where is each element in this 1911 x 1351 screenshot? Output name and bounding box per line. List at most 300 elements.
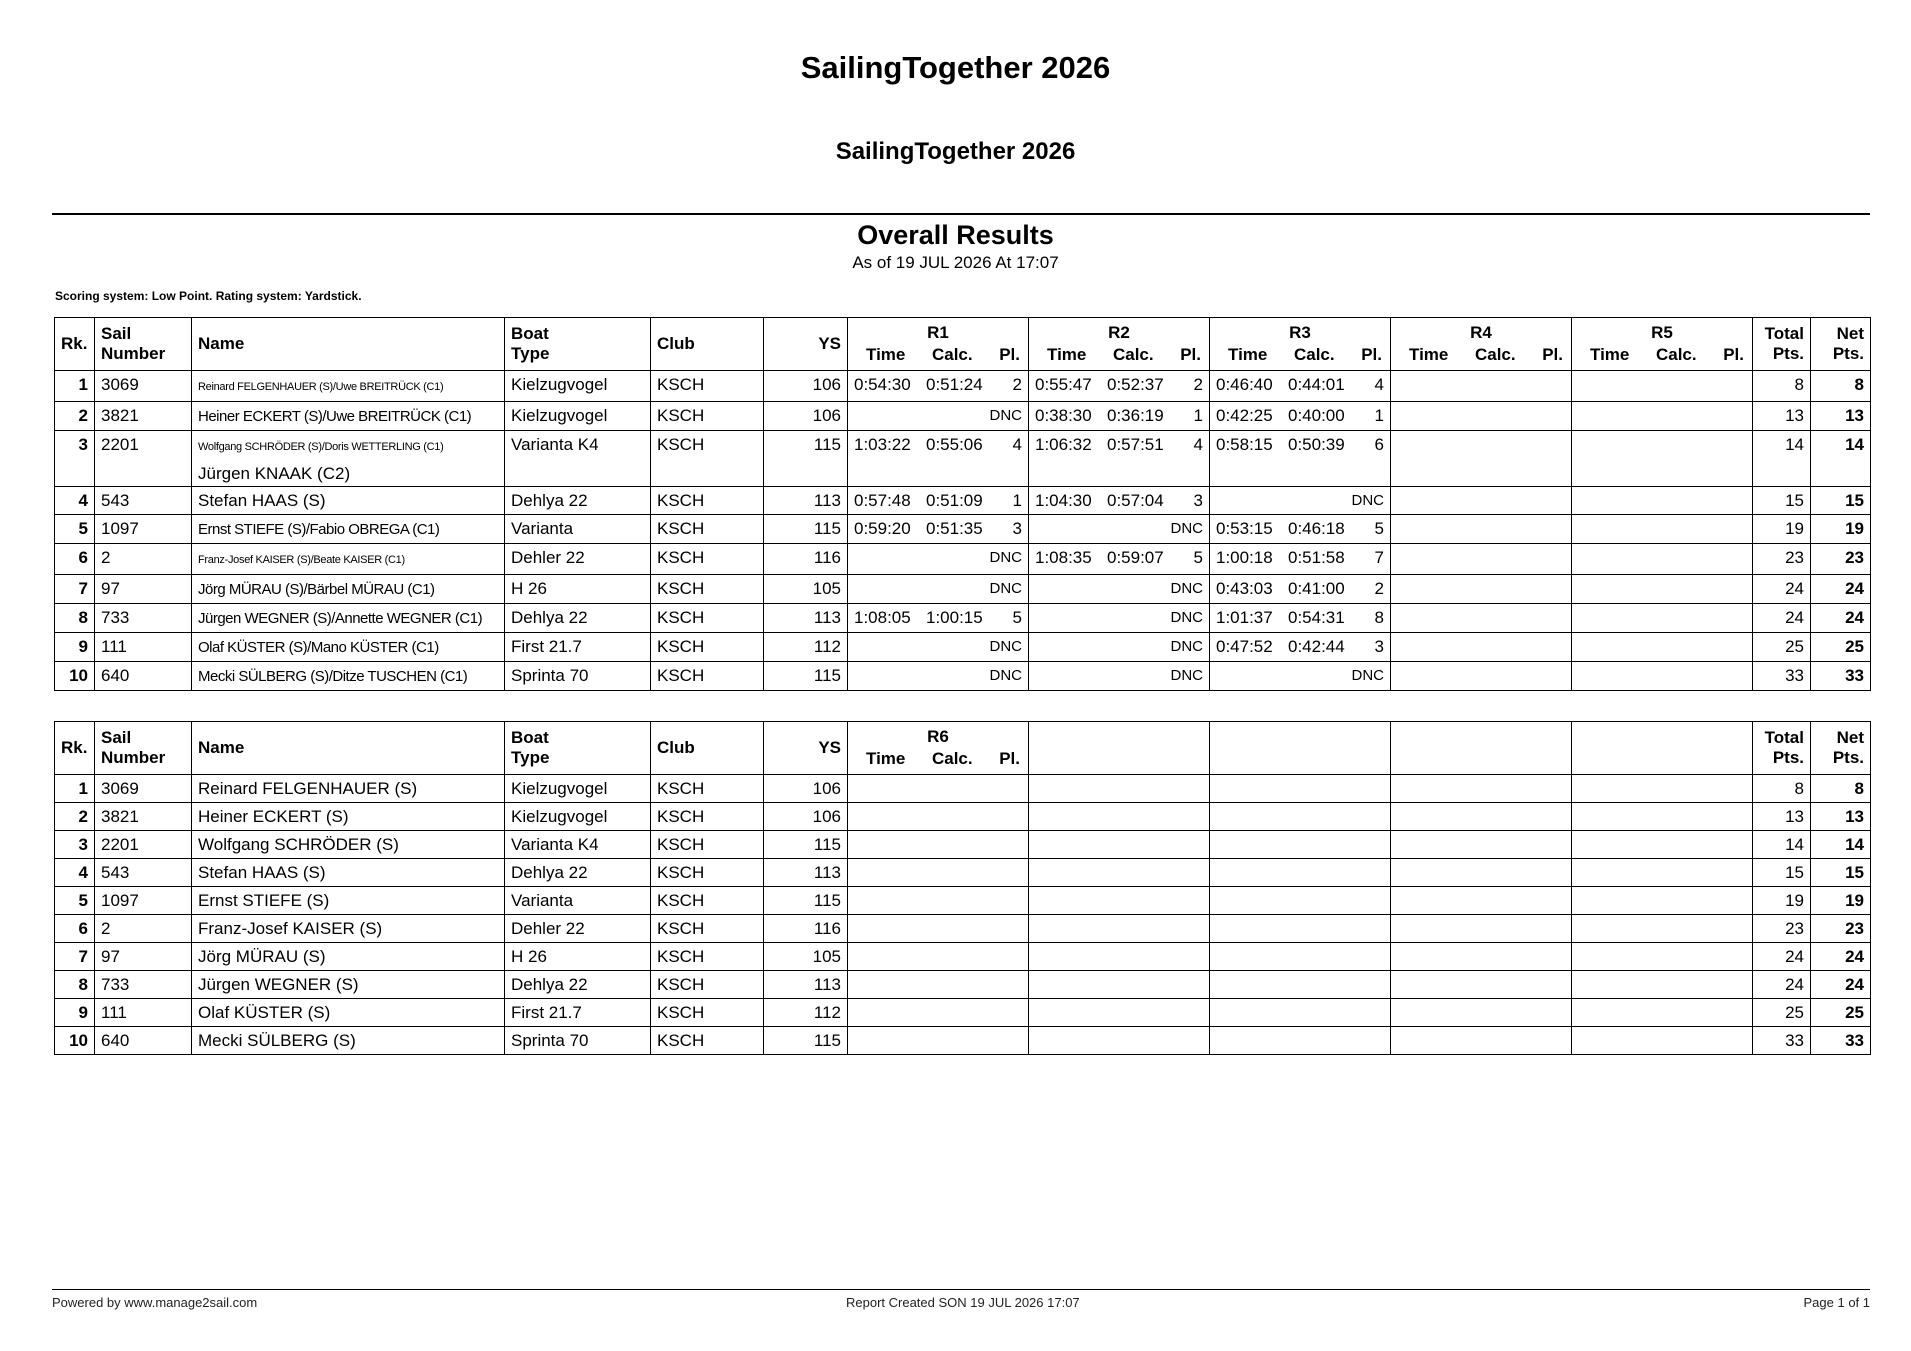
total-points-cell: 15: [1753, 487, 1811, 515]
col-ys-line1: YS: [818, 334, 841, 353]
rank-cell: 10: [55, 1027, 95, 1055]
table-row: [55, 915, 1871, 943]
rank-cell: 1: [55, 371, 95, 402]
race-result: [1216, 575, 1384, 602]
rank-cell: 3: [55, 431, 95, 487]
sail-number-cell: 3821: [95, 803, 192, 831]
boat-type-cell: Dehler 22: [505, 544, 651, 575]
race-label: R2: [1108, 323, 1130, 342]
name-cell: [192, 515, 505, 544]
sail-number-cell: 640: [95, 1027, 192, 1055]
race-1-cell: [848, 915, 1029, 943]
col-sail-number: [95, 318, 192, 371]
crew-names-line2: Jürgen KNAAK (C2): [198, 464, 351, 483]
col-name: [192, 318, 505, 371]
place-label: Pl.: [1180, 345, 1201, 364]
table-row: [55, 887, 1871, 915]
race-2-cell: [1029, 487, 1210, 515]
race-label: R6: [927, 727, 949, 746]
calc-label: Calc.: [1474, 345, 1516, 364]
boat-type-cell: Dehlya 22: [505, 971, 651, 999]
club-cell: KSCH: [651, 803, 764, 831]
race-3-cell: [1210, 943, 1391, 971]
club-cell: KSCH: [651, 544, 764, 575]
race-4-cell: [1391, 371, 1572, 402]
col-total-points: [1753, 722, 1811, 775]
total-points-cell: 25: [1753, 999, 1811, 1027]
net-points-cell: 13: [1811, 803, 1871, 831]
club-cell: KSCH: [651, 775, 764, 803]
race-5-cell: [1572, 999, 1753, 1027]
rank-cell: 9: [55, 633, 95, 662]
name-cell: [192, 943, 505, 971]
col-race-4: [1391, 722, 1572, 775]
race-result: [854, 402, 1022, 429]
elapsed-time: 1:01:37: [1216, 608, 1273, 627]
ys-cell: 115: [764, 515, 848, 544]
race-2-cell: [1029, 915, 1210, 943]
race-3-cell: [1210, 999, 1391, 1027]
dnc-code: DNC: [1170, 638, 1203, 655]
race-1-cell: [848, 633, 1029, 662]
boat-type-cell: Dehler 22: [505, 915, 651, 943]
rank-cell: 4: [55, 859, 95, 887]
net-points-cell: 15: [1811, 487, 1871, 515]
name-cell: [192, 544, 505, 575]
race-5-cell: [1572, 515, 1753, 544]
race-2-cell: [1029, 604, 1210, 633]
report-timestamp: As of 19 JUL 2026 At 17:07: [852, 253, 1059, 272]
table-row: [55, 431, 1871, 487]
dnc-code: DNC: [1170, 667, 1203, 684]
name-cell: [192, 915, 505, 943]
sail-number-cell: 543: [95, 859, 192, 887]
corrected-time: 0:44:01: [1288, 375, 1345, 394]
corrected-time: 0:36:19: [1107, 406, 1164, 425]
race-1-cell: [848, 887, 1029, 915]
race-5-cell: [1572, 943, 1753, 971]
race-5-cell: [1572, 431, 1753, 487]
race-5-cell: [1572, 803, 1753, 831]
col-sail-number: [95, 722, 192, 775]
place: 2: [1012, 375, 1022, 394]
place-label: Pl.: [1542, 345, 1563, 364]
dnc-code: DNC: [1170, 580, 1203, 597]
table-row: [55, 859, 1871, 887]
sail-number-cell: 3069: [95, 775, 192, 803]
club-cell: KSCH: [651, 971, 764, 999]
race-2-cell: [1029, 859, 1210, 887]
corrected-time: 0:54:31: [1288, 608, 1345, 627]
rank-cell: 6: [55, 915, 95, 943]
ys-cell: 112: [764, 999, 848, 1027]
ys-cell: 113: [764, 859, 848, 887]
club-cell: KSCH: [651, 371, 764, 402]
time-label: Time: [1409, 345, 1449, 364]
total-points-cell: 19: [1753, 515, 1811, 544]
ys-cell: 105: [764, 943, 848, 971]
report-title: Overall Results: [857, 220, 1054, 250]
race-5-cell: [1572, 544, 1753, 575]
col-sail-number-line2: Number: [101, 344, 166, 363]
race-result: [1035, 575, 1203, 602]
sail-number-cell: 3069: [95, 371, 192, 402]
net-points-cell: 24: [1811, 943, 1871, 971]
club-cell: KSCH: [651, 431, 764, 487]
elapsed-time: 0:54:30: [854, 375, 911, 394]
boat-type-cell: Varianta: [505, 887, 651, 915]
ys-cell: 113: [764, 487, 848, 515]
club-cell: KSCH: [651, 831, 764, 859]
time-label: Time: [866, 749, 906, 768]
race-2-cell: [1029, 544, 1210, 575]
net-points-cell: 25: [1811, 999, 1871, 1027]
corrected-time: 0:52:37: [1107, 375, 1164, 394]
race-2-cell: [1029, 999, 1210, 1027]
table-row: [55, 575, 1871, 604]
dnc-code: DNC: [989, 638, 1022, 655]
club-cell: KSCH: [651, 487, 764, 515]
place-label: Pl.: [999, 749, 1020, 768]
race-5-cell: [1572, 859, 1753, 887]
crew-names: Olaf KÜSTER (S): [198, 1003, 331, 1022]
race-3-cell: [1210, 604, 1391, 633]
race-result: [1216, 402, 1384, 429]
race-result: [1035, 371, 1203, 398]
race-result: [1216, 604, 1384, 631]
col-race-1: [848, 318, 1029, 371]
corrected-time: 0:46:18: [1288, 519, 1345, 538]
net-points-cell: 14: [1811, 431, 1871, 487]
race-result: [1216, 515, 1384, 542]
race-3-cell: [1210, 431, 1391, 487]
corrected-time: 0:41:00: [1288, 579, 1345, 598]
name-cell: [192, 971, 505, 999]
race-result: [1216, 371, 1384, 398]
ys-cell: 106: [764, 775, 848, 803]
race-1-cell: [848, 575, 1029, 604]
crew-names: Stefan HAAS (S): [198, 491, 326, 510]
race-label: R5: [1651, 323, 1673, 342]
table-row: [55, 544, 1871, 575]
club-cell: KSCH: [651, 575, 764, 604]
place: 3: [1374, 637, 1384, 656]
race-result: [1035, 431, 1203, 458]
elapsed-time: 0:57:48: [854, 491, 911, 510]
race-2-cell: [1029, 831, 1210, 859]
race-5-cell: [1572, 971, 1753, 999]
crew-names: Wolfgang SCHRÖDER (S)/Doris WETTERLING (C1): [198, 441, 444, 453]
ys-cell: 112: [764, 633, 848, 662]
race-result: [854, 515, 1022, 542]
dnc-code: DNC: [1170, 520, 1203, 537]
event-title: SailingTogether 2026: [800, 50, 1111, 85]
race-1-cell: [848, 859, 1029, 887]
calc-label: Calc.: [931, 749, 973, 768]
race-3-cell: [1210, 402, 1391, 431]
sail-number-cell: 97: [95, 943, 192, 971]
elapsed-time: 0:59:20: [854, 519, 911, 538]
name-cell: [192, 575, 505, 604]
name-cell: [192, 371, 505, 402]
crew-names: Stefan HAAS (S): [198, 863, 326, 882]
race-1-cell: [848, 431, 1029, 487]
net-points-cell: 14: [1811, 831, 1871, 859]
crew-names: Jürgen WEGNER (S)/Annette WEGNER (C1): [198, 610, 483, 627]
boat-type-cell: Dehlya 22: [505, 604, 651, 633]
rank-cell: 9: [55, 999, 95, 1027]
dnc-code: DNC: [1351, 492, 1384, 509]
table-row: [55, 633, 1871, 662]
ys-cell: 115: [764, 431, 848, 487]
elapsed-time: 1:08:05: [854, 608, 911, 627]
race-5-cell: [1572, 402, 1753, 431]
name-cell: [192, 887, 505, 915]
header-row: [55, 722, 1871, 775]
rank-cell: 8: [55, 604, 95, 633]
total-points-cell: 15: [1753, 859, 1811, 887]
race-2-cell: [1029, 633, 1210, 662]
net-points-cell: 19: [1811, 887, 1871, 915]
race-5-cell: [1572, 371, 1753, 402]
elapsed-time: 1:08:35: [1035, 548, 1092, 567]
col-race-4: [1391, 318, 1572, 371]
dnc-code: DNC: [989, 667, 1022, 684]
col-ys: [764, 318, 848, 371]
crew-names: Ernst STIEFE (S): [198, 891, 330, 910]
race-4-cell: [1391, 943, 1572, 971]
col-ys-line1: YS: [818, 738, 841, 757]
elapsed-time: 1:03:22: [854, 435, 911, 454]
header-row: [55, 318, 1871, 371]
total-points-cell: 13: [1753, 402, 1811, 431]
col-name-line1: Name: [198, 738, 245, 757]
race-4-cell: [1391, 575, 1572, 604]
name-cell: [192, 803, 505, 831]
total-points-cell: 23: [1753, 544, 1811, 575]
col-race-2: [1029, 722, 1210, 775]
table-row: [55, 662, 1871, 691]
elapsed-time: 0:55:47: [1035, 375, 1092, 394]
race-4-cell: [1391, 487, 1572, 515]
club-cell: KSCH: [651, 633, 764, 662]
crew-names: Jörg MÜRAU (S)/Bärbel MÜRAU (C1): [198, 581, 435, 598]
race-result: [854, 544, 1022, 571]
place: 4: [1193, 435, 1203, 454]
rank-cell: 5: [55, 515, 95, 544]
place: 3: [1012, 519, 1022, 538]
place: 7: [1374, 548, 1384, 567]
col-boat-type-line1: Boat: [511, 728, 549, 747]
col-race-3: [1210, 318, 1391, 371]
race-1-cell: [848, 604, 1029, 633]
net-points-cell: 8: [1811, 775, 1871, 803]
name-cell: [192, 604, 505, 633]
race-4-cell: [1391, 544, 1572, 575]
time-label: Time: [1047, 345, 1087, 364]
race-4-cell: [1391, 859, 1572, 887]
calc-label: Calc.: [1112, 345, 1154, 364]
col-total-points-line1: Total: [1764, 324, 1804, 343]
powered-by-label: Powered by: [52, 1295, 125, 1310]
corrected-time: 0:57:51: [1107, 435, 1164, 454]
name-cell: [192, 633, 505, 662]
results-table-races-1-5: [54, 317, 1871, 691]
boat-type-cell: Dehlya 22: [505, 487, 651, 515]
elapsed-time: 0:46:40: [1216, 375, 1273, 394]
race-result: [1035, 402, 1203, 429]
race-2-cell: [1029, 803, 1210, 831]
col-net-points-line2: Pts.: [1832, 344, 1864, 363]
table-row: [55, 604, 1871, 633]
total-points-cell: 23: [1753, 915, 1811, 943]
table-row: [55, 999, 1871, 1027]
place: 1: [1193, 406, 1203, 425]
crew-names: Wolfgang SCHRÖDER (S): [198, 835, 399, 854]
ys-cell: 106: [764, 371, 848, 402]
place: 2: [1374, 579, 1384, 598]
race-4-cell: [1391, 887, 1572, 915]
race-2-cell: [1029, 371, 1210, 402]
col-rank: [55, 318, 95, 371]
time-label: Time: [1590, 345, 1630, 364]
sail-number-cell: 3821: [95, 402, 192, 431]
race-result: [1035, 487, 1203, 514]
total-points-cell: 8: [1753, 775, 1811, 803]
place: 8: [1374, 608, 1384, 627]
race-5-cell: [1572, 662, 1753, 691]
col-total-points-line2: Pts.: [1772, 748, 1804, 767]
ys-cell: 113: [764, 971, 848, 999]
net-points-cell: 33: [1811, 662, 1871, 691]
table-row: [55, 971, 1871, 999]
race-1-cell: [848, 831, 1029, 859]
sail-number-cell: 543: [95, 487, 192, 515]
scoring-system-note: Scoring system: Low Point. Rating system: Yardstick.: [55, 289, 362, 303]
name-cell: [192, 402, 505, 431]
boat-type-cell: First 21.7: [505, 999, 651, 1027]
race-2-cell: [1029, 515, 1210, 544]
col-total-points: [1753, 318, 1811, 371]
net-points-cell: 23: [1811, 915, 1871, 943]
rank-cell: 3: [55, 831, 95, 859]
place: 4: [1374, 375, 1384, 394]
race-4-cell: [1391, 971, 1572, 999]
boat-type-cell: Sprinta 70: [505, 662, 651, 691]
sail-number-cell: 733: [95, 604, 192, 633]
powered-by-link[interactable]: www.manage2sail.com: [124, 1295, 258, 1310]
race-3-cell: [1210, 575, 1391, 604]
place: 5: [1374, 519, 1384, 538]
race-1-cell: [848, 515, 1029, 544]
race-subheader: [1391, 345, 1571, 369]
sail-number-cell: 1097: [95, 887, 192, 915]
race-1-cell: [848, 1027, 1029, 1055]
corrected-time: 0:51:35: [926, 519, 983, 538]
place: 1: [1374, 406, 1384, 425]
col-boat-type-line2: Type: [511, 344, 550, 363]
race-subheader: [1029, 345, 1209, 369]
place: 1: [1012, 491, 1022, 510]
race-result: [1035, 604, 1203, 631]
place: 4: [1012, 435, 1022, 454]
race-1-cell: [848, 971, 1029, 999]
col-race-2: [1029, 318, 1210, 371]
elapsed-time: 1:00:18: [1216, 548, 1273, 567]
col-race-1: [848, 722, 1029, 775]
race-5-cell: [1572, 575, 1753, 604]
race-result: [1216, 431, 1384, 458]
race-3-cell: [1210, 859, 1391, 887]
race-result: [854, 575, 1022, 602]
rank-cell: 2: [55, 803, 95, 831]
race-result: [1216, 633, 1384, 660]
name-cell: [192, 662, 505, 691]
ys-cell: 115: [764, 831, 848, 859]
race-3-cell: [1210, 544, 1391, 575]
boat-type-cell: H 26: [505, 575, 651, 604]
boat-type-cell: Kielzugvogel: [505, 775, 651, 803]
corrected-time: 0:51:09: [926, 491, 983, 510]
race-3-cell: [1210, 971, 1391, 999]
results-table-race-6: [54, 721, 1871, 1055]
col-boat-type-line1: Boat: [511, 324, 549, 343]
rank-cell: 6: [55, 544, 95, 575]
race-5-cell: [1572, 604, 1753, 633]
race-4-cell: [1391, 831, 1572, 859]
race-label: R1: [927, 323, 949, 342]
corrected-time: 1:00:15: [926, 608, 983, 627]
race-subheader: [1210, 345, 1390, 369]
place-label: Pl.: [999, 345, 1020, 364]
race-result: [854, 371, 1022, 398]
race-result: [854, 633, 1022, 660]
place-label: Pl.: [1723, 345, 1744, 364]
ys-cell: 115: [764, 1027, 848, 1055]
crew-names: Heiner ECKERT (S): [198, 807, 349, 826]
club-cell: KSCH: [651, 662, 764, 691]
race-3-cell: [1210, 775, 1391, 803]
page-footer: [52, 1289, 1870, 1310]
col-race-5: [1572, 722, 1753, 775]
corrected-time: 0:50:39: [1288, 435, 1345, 454]
net-points-cell: 25: [1811, 633, 1871, 662]
elapsed-time: 0:38:30: [1035, 406, 1092, 425]
total-points-cell: 14: [1753, 431, 1811, 487]
crew-names: Jörg MÜRAU (S): [198, 947, 326, 966]
sail-number-cell: 97: [95, 575, 192, 604]
place: 3: [1193, 491, 1203, 510]
col-rank-line1: Rk.: [61, 334, 88, 353]
place: 2: [1193, 375, 1203, 394]
net-points-cell: 24: [1811, 575, 1871, 604]
corrected-time: 0:57:04: [1107, 491, 1164, 510]
col-net-points-line1: Net: [1836, 728, 1864, 747]
elapsed-time: 0:47:52: [1216, 637, 1273, 656]
boat-type-cell: First 21.7: [505, 633, 651, 662]
race-4-cell: [1391, 402, 1572, 431]
crew-names: Heiner ECKERT (S)/Uwe BREITRÜCK (C1): [198, 408, 472, 425]
col-total-points-line1: Total: [1764, 728, 1804, 747]
table-row: [55, 487, 1871, 515]
table-row: [55, 943, 1871, 971]
table-row: [55, 1027, 1871, 1055]
race-4-cell: [1391, 633, 1572, 662]
race-result: [1216, 487, 1384, 514]
total-points-cell: 24: [1753, 575, 1811, 604]
race-5-cell: [1572, 487, 1753, 515]
net-points-cell: 13: [1811, 402, 1871, 431]
